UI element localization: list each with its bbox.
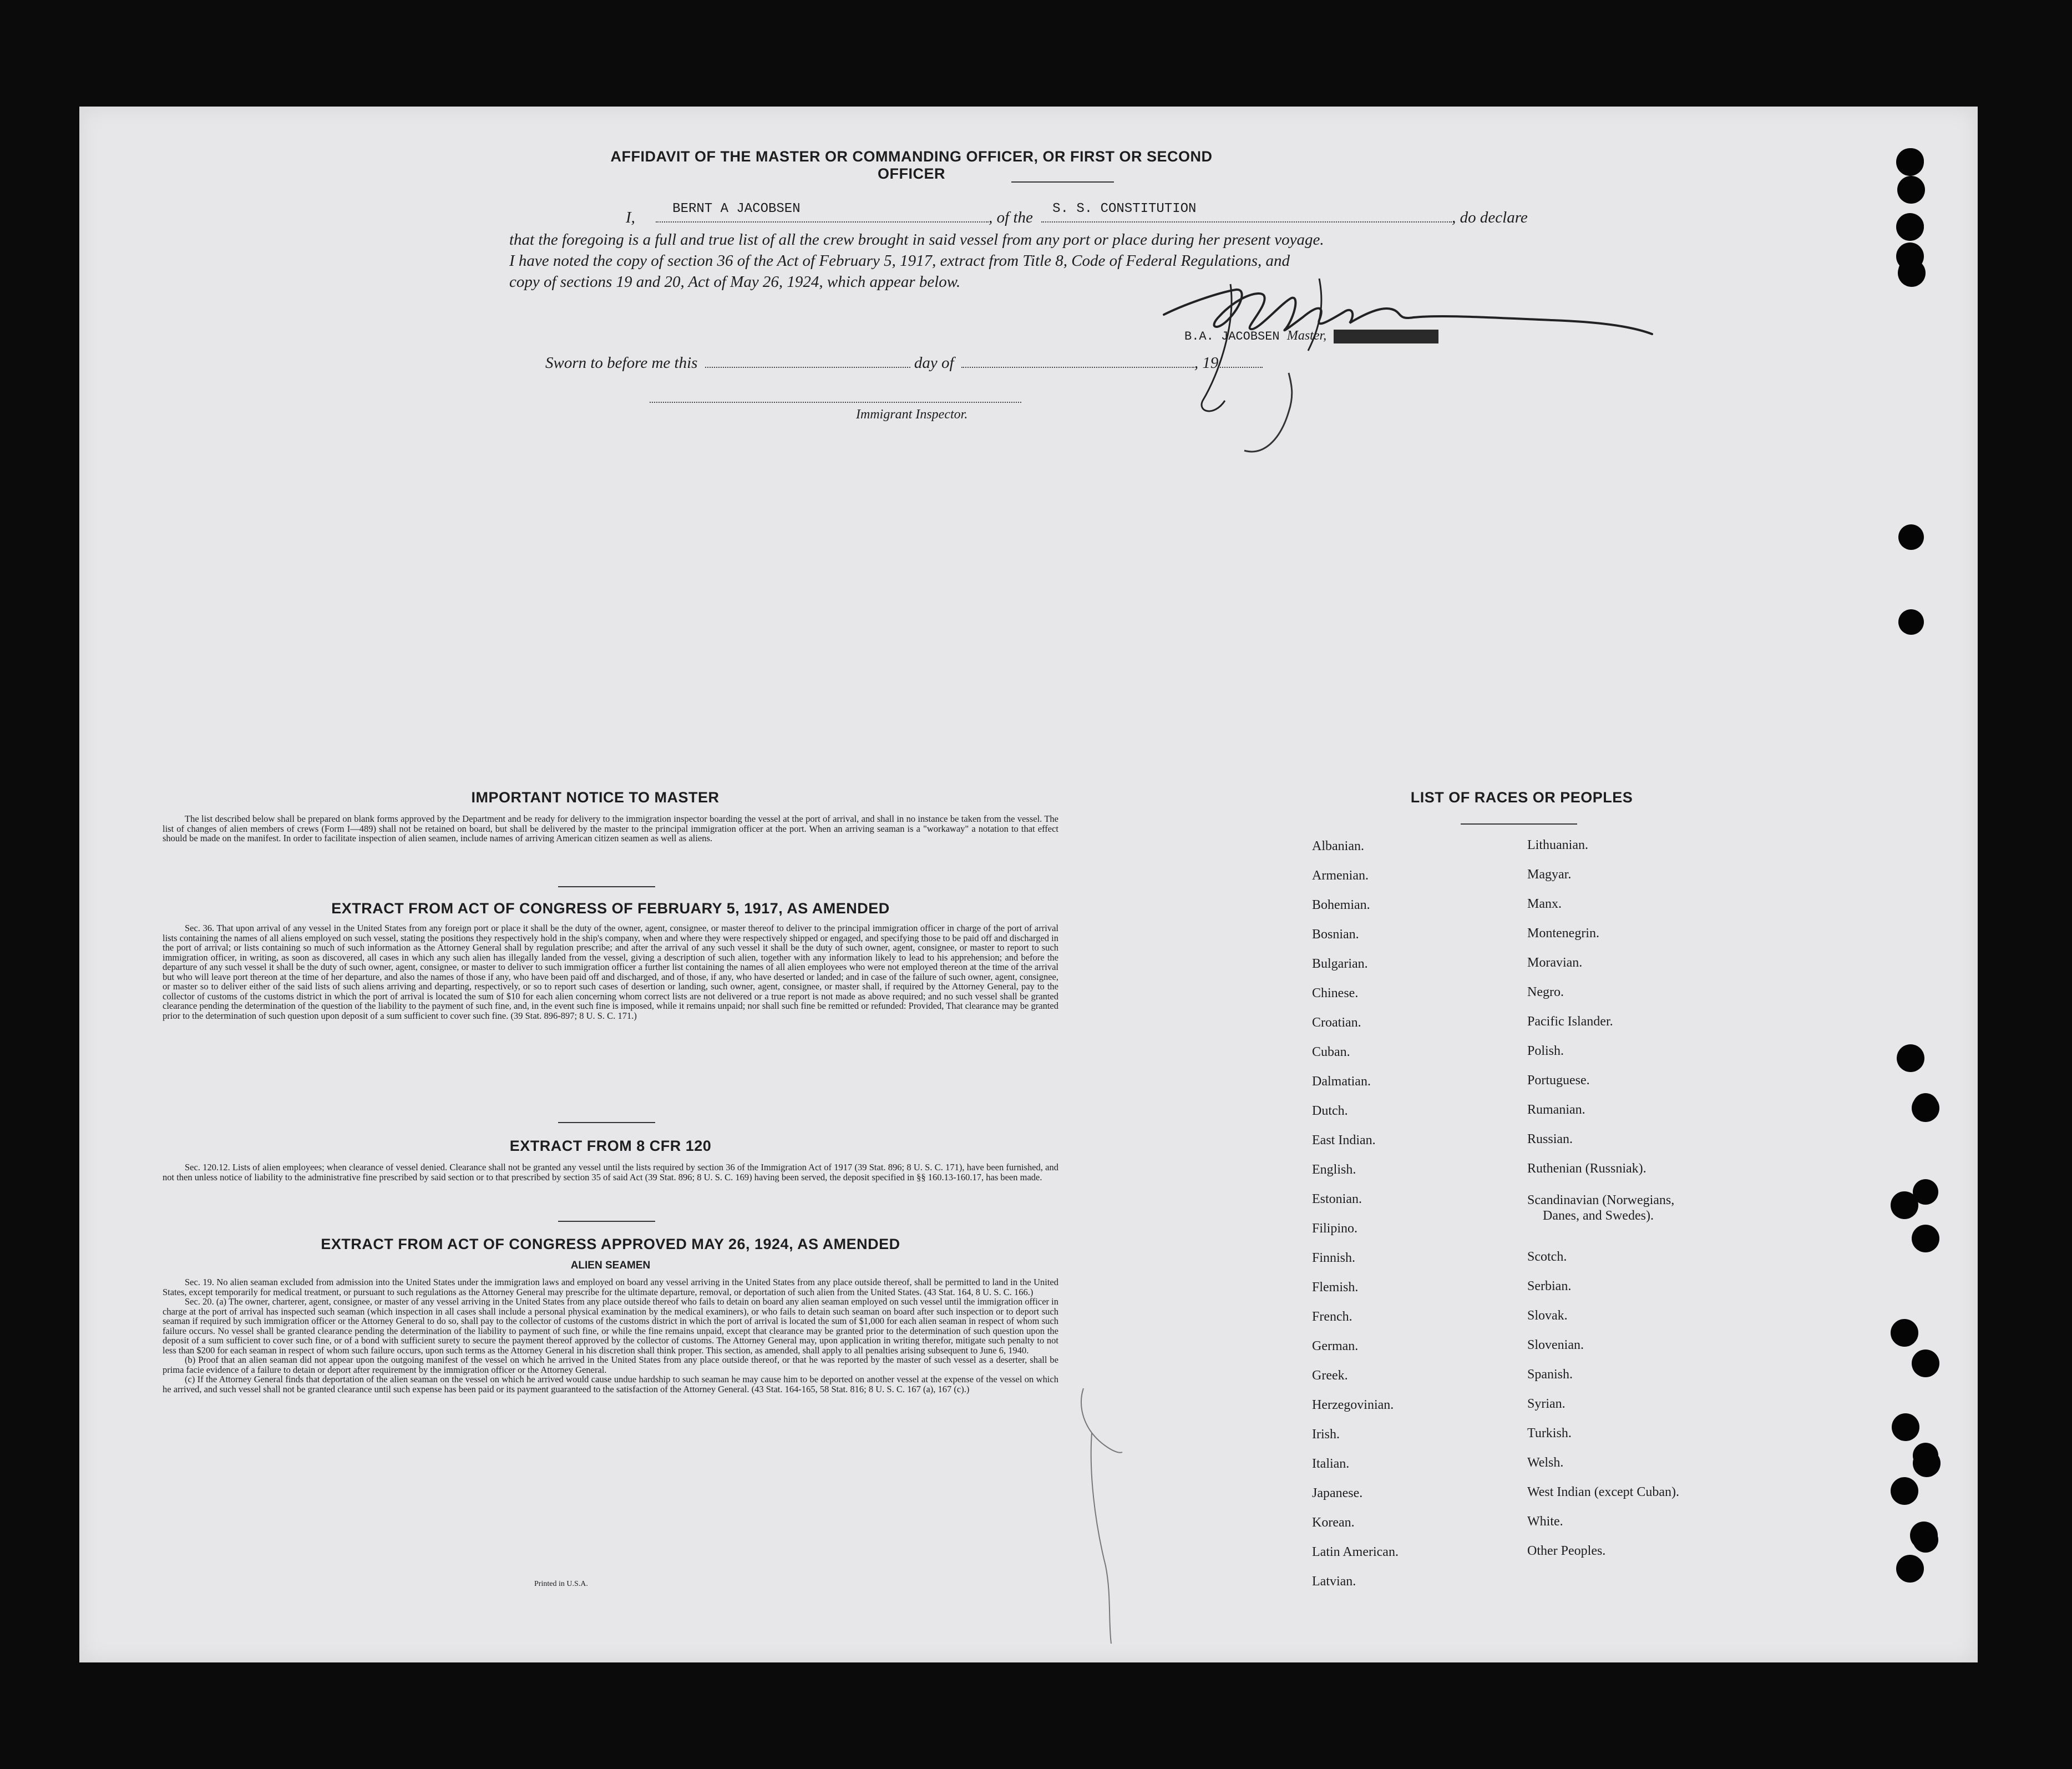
notice-heading: IMPORTANT NOTICE TO MASTER xyxy=(471,789,720,806)
document-page xyxy=(79,107,1978,1662)
struck-officer-title: XXXXXXXXXXXXXX xyxy=(1335,330,1438,343)
notice-body xyxy=(163,814,1058,843)
race-item: East Indian. xyxy=(1312,1133,1376,1148)
binder-hole xyxy=(1913,1443,1938,1468)
i-label: I, xyxy=(626,209,635,226)
extract-1917-heading: EXTRACT FROM ACT OF CONGRESS OF FEBRUARY 5, 1917, AS AMENDED xyxy=(331,900,890,917)
race-item: Korean. xyxy=(1312,1515,1355,1530)
race-item: Pacific Islander. xyxy=(1527,1014,1613,1029)
inspector-signature-line xyxy=(650,402,1021,403)
race-item: Albanian. xyxy=(1312,839,1364,853)
races-left-column xyxy=(1312,839,1534,1589)
race-item: Syrian. xyxy=(1527,1397,1566,1411)
of-the-label: , of the xyxy=(989,209,1033,226)
binder-hole xyxy=(1896,1555,1924,1583)
binder-hole xyxy=(1892,1413,1919,1441)
extract-1924-heading: EXTRACT FROM ACT OF CONGRESS APPROVED MAY 26, 1924, AS AMENDED xyxy=(321,1236,900,1252)
affidavit-line-2: that the foregoing is a full and true list of all the crew brought in said vessel from any port or place during her present voyage. xyxy=(509,231,1324,249)
race-item: Japanese. xyxy=(1312,1486,1363,1500)
extract-1917-body xyxy=(163,923,1058,1020)
race-item: Manx. xyxy=(1527,897,1562,911)
inspector-label: Immigrant Inspector. xyxy=(856,407,968,422)
name-field xyxy=(656,201,989,223)
section-20c-paragraph: (c) If the Attorney General finds that deportation of the alien seaman on the vessel on which he arrived would cause undue hardship to such seaman he may cause him to be deported on another vessel at the expense of the vessel on which he arrived, and such vessel shall not be granted clearance until such expense has been paid or its payment guaranteed to the satisfaction of the Attorney General. (43 Stat. 164-165, 58 Stat. 816; 8 U. S. C. 167 (a), 167 (c).) xyxy=(163,1374,1058,1394)
race-item: Irish. xyxy=(1312,1427,1340,1442)
race-item: Magyar. xyxy=(1527,867,1572,882)
extract-1917-divider xyxy=(558,1122,655,1123)
race-item: Bosnian. xyxy=(1312,927,1359,942)
race-item: Dutch. xyxy=(1312,1104,1348,1118)
race-item: Greek. xyxy=(1312,1368,1348,1383)
section-20a-paragraph: Sec. 20. (a) The owner, charterer, agent, consignee, or master of any vessel arriving in the United States from any place outside thereof who fails to detain on board any alien seaman employed on such vessel until the immigration officer in charge at the port of arrival has inspected such seaman (which inspection in all cases shall include a personal physical examination by the medical examiners), or who fails to detain such seaman on board after such inspection or to deport such seaman if required by such immigration officer or the Attorney General to do so, shall pay to the collector of customs of the customs district in which the port of arrival is located the sum of $1,000 for each alien seaman in respect of whom such failure occurs. No vessel shall be granted clearance pending the determination of the liability to payment of such fine, or while the fine remains unpaid, except that clearance may be granted prior to the determination of such question upon the deposit of a sum sufficient to cover such fine, or of a bond with sufficient surety to secure the payment thereof approved by the collector of customs. The Attorney General may, upon application in writing therefor, mitigate such penalty to not less than $200 for each seaman in respect of whom such failure occurs, upon such terms as the Attorney General in his discretion shall think proper. This section, as amended, shall apply to all penalties arising subsequent to June 6, 1940. xyxy=(163,1296,1058,1356)
extract-1924-body xyxy=(163,1277,1058,1394)
sworn-day-field xyxy=(705,353,910,368)
race-item: Bulgarian. xyxy=(1312,957,1368,971)
race-item: Moravian. xyxy=(1527,956,1583,970)
race-item: German. xyxy=(1312,1339,1359,1353)
race-item: Filipino. xyxy=(1312,1221,1358,1236)
binder-hole xyxy=(1898,258,1924,284)
section-19-paragraph: Sec. 19. No alien seaman excluded from admission into the United States under the immigration laws and employed on board any vessel arriving in the United States from any place outside thereof, shall be permitted to land in the United States, except temporarily for medical treatment, or pursuant to such regulations as the Attorney General may prescribe for the ultimate departure, removal, or deportation of such alien from the United States. (43 Stat. 164, 8 U. S. C. 166.) xyxy=(163,1277,1058,1297)
race-item: Croatian. xyxy=(1312,1015,1361,1030)
affidavit-title: AFFIDAVIT OF THE MASTER OR COMMANDING OFFICER, OR FIRST OR SECOND OFFICER xyxy=(610,148,1213,182)
race-item: Latvian. xyxy=(1312,1574,1356,1589)
extract-8cfr-body xyxy=(163,1163,1058,1182)
binder-hole xyxy=(1898,148,1924,174)
master-signature xyxy=(1153,273,1685,512)
race-item: Slovenian. xyxy=(1527,1338,1584,1352)
sworn-label: Sworn to before me this xyxy=(545,354,698,372)
affidavit-line-1 xyxy=(509,201,1541,229)
binder-hole xyxy=(1891,1477,1918,1505)
binder-hole xyxy=(1898,524,1924,550)
race-item: Armenian. xyxy=(1312,868,1369,883)
section-120-12-paragraph: Sec. 120.12. Lists of alien employees; when clearance of vessel denied. Clearance shall not be granted any vessel until the lists required by section 36 of the Immigration Act of 1917 (39 Stat. 896; 8 U. S. C. 171), have been furnished, and not then unless notice of liability to the administrative fine prescribed by said section or to that prescribed by section 35 of said Act (39 Stat. 896; 8 U. S. C. 169) having been served, the deposit specified in §§ 160.13-160.17, has been made. xyxy=(163,1162,1058,1182)
sworn-year-field xyxy=(1218,353,1263,368)
race-item: Italian. xyxy=(1312,1457,1350,1471)
race-item: Portuguese. xyxy=(1527,1073,1590,1088)
race-item: English. xyxy=(1312,1163,1356,1177)
race-item: Turkish. xyxy=(1527,1426,1572,1441)
races-divider xyxy=(1461,823,1577,825)
binder-hole xyxy=(1898,609,1924,635)
races-right-column xyxy=(1527,838,1760,1559)
race-item: White. xyxy=(1527,1514,1563,1529)
vessel-field xyxy=(1041,201,1452,223)
binder-hole xyxy=(1898,214,1924,239)
race-item: Herzegovinian. xyxy=(1312,1398,1394,1412)
race-item: Serbian. xyxy=(1527,1279,1572,1293)
affidavit-line-4: copy of sections 19 and 20, Act of May 26, 1924, which appear below. xyxy=(509,273,961,291)
binder-hole xyxy=(1912,1225,1939,1252)
affidavit-line-3: I have noted the copy of section 36 of the Act of February 5, 1917, extract from Title 8, Code of Federal Regulations, and xyxy=(509,252,1290,270)
race-item: Cuban. xyxy=(1312,1045,1350,1059)
race-item: West Indian (except Cuban). xyxy=(1527,1485,1679,1499)
race-item: Bohemian. xyxy=(1312,898,1370,912)
race-item: Dalmatian. xyxy=(1312,1074,1371,1089)
binder-hole xyxy=(1912,1350,1939,1377)
race-item: French. xyxy=(1312,1310,1352,1324)
race-item: Lithuanian. xyxy=(1527,838,1588,852)
race-item: Spanish. xyxy=(1527,1367,1573,1382)
race-item: Ruthenian (Russniak). xyxy=(1527,1161,1647,1176)
notice-paragraph: The list described below shall be prepared on blank forms approved by the Department and be ready for delivery to the immigration inspector boarding the vessel at the port of arrival, and shall in no instance be taken from the vessel. The list of changes of alien members of crews (Form I—489) shall not be retained on board, but shall be delivered by the master to the principal immigration officer at the port. When an arriving seaman is a "workaway" a notation to that effect should be made on the manifest. In order to facilitate inspection of alien seamen, include names of arriving American citizen seamen as well as aliens. xyxy=(163,813,1058,843)
race-item: Scotch. xyxy=(1527,1250,1567,1264)
notice-divider xyxy=(558,886,655,887)
race-item: Other Peoples. xyxy=(1527,1544,1606,1558)
section-20b-paragraph: (b) Proof that an alien seaman did not appear upon the outgoing manifest of the vessel on which he arrived in the United States from any place outside thereof, or that he was reported by the master of such vessel as a deserter, shall be prima facie evidence of a failure to detain or deport after requirement by the immigration officer or the Attorney General. xyxy=(163,1354,1058,1375)
printed-in-usa: Printed in U.S.A. xyxy=(534,1580,588,1588)
race-item: Finnish. xyxy=(1312,1251,1356,1265)
race-item: Slovak. xyxy=(1527,1308,1568,1323)
signature-block xyxy=(1184,328,1438,343)
binder-hole xyxy=(1898,176,1924,202)
extract-8cfr-divider xyxy=(558,1221,655,1222)
day-of-label: day of xyxy=(914,354,954,372)
do-declare-label: , do declare xyxy=(1452,209,1528,226)
extract-8cfr-heading: EXTRACT FROM 8 CFR 120 xyxy=(509,1138,712,1154)
sworn-line xyxy=(545,352,1577,374)
race-item: Latin American. xyxy=(1312,1545,1399,1559)
race-item: Scandinavian (Norwegians, xyxy=(1527,1193,1675,1207)
vessel-filled: S. S. CONSTITUTION xyxy=(1052,201,1197,216)
signature-typed: B.A. JACOBSEN xyxy=(1184,330,1280,343)
name-filled: BERNT A JACOBSEN xyxy=(672,201,801,216)
race-item: Rumanian. xyxy=(1527,1103,1585,1117)
binder-hole xyxy=(1891,1319,1918,1347)
title-divider xyxy=(1011,181,1114,183)
race-item: Danes, and Swedes). xyxy=(1543,1209,1654,1223)
binder-hole xyxy=(1913,1527,1938,1553)
pencil-mark xyxy=(1045,1383,1167,1649)
races-heading: LIST OF RACES OR PEOPLES xyxy=(1410,789,1633,806)
race-item: Polish. xyxy=(1527,1044,1564,1058)
race-item: Chinese. xyxy=(1312,986,1359,1000)
section-36-paragraph: Sec. 36. That upon arrival of any vessel in the United States from any foreign port or place it shall be the duty of the owner, agent, consignee, or master thereof to deliver to the principal immigration officer in charge of the port of arrival lists containing the names of all aliens employed on such vessel, stating the positions they respectively hold in the ship's company, when and where they were respectively shipped or engaged, and specifying those to be paid off and discharged in the port of arrival; or lists containing so much of such information as the Attorney General shall by regulation prescribe; and after the arrival of any such vessel it shall be the duty of such owner, agent, consignee, or master to report to such immigration officer, in writing, as soon as discovered, all cases in which any such alien has illegally landed from the vessel, giving a description of such alien, together with any information likely to lead to his apprehension; and before the departure of any such vessel it shall be the duty of such owner, agent, consignee, or master to deliver to such immigration officer a further list containing the names of all alien employees who were not employed thereon at the time of the arrival but who will leave port thereon at the time of her departure, and also the names of those if any, who have been paid off and discharged, and of those, if any, who have deserted or landed; and in case of the failure of such owner, agent, consignee, or master so to deliver either of the said lists of such aliens arriving and departing, respectively, or so to report such cases of desertion or landing, such owner, agent, consignee, or master shall, if required by the Attorney General, pay to the collector of customs of the customs district in which the port of arrival is located the sum of $10 for each alien concerning whom correct lists are not delivered or a true report is not made as above required; and no such vessel shall be granted clearance pending the determination of the question of the liability to the payment of such fine, and, in the event such fine is imposed, while it remains unpaid; nor shall such fine be remitted or refunded: Provided, That clearance may be granted prior to the determination of such question upon deposit of a sum sufficient to cover such fine. (39 Stat. 896-897; 8 U. S. C. 171.) xyxy=(163,923,1058,1021)
race-item: Negro. xyxy=(1527,985,1564,999)
binder-hole xyxy=(1913,1093,1938,1119)
race-item: Montenegrin. xyxy=(1527,926,1599,941)
year-label: , 19 xyxy=(1194,354,1219,372)
race-item: Flemish. xyxy=(1312,1280,1359,1295)
binder-hole xyxy=(1913,1179,1938,1205)
sworn-month-field xyxy=(961,353,1194,368)
alien-seamen-subheading: ALIEN SEAMEN xyxy=(570,1260,651,1271)
race-item: Russian. xyxy=(1527,1132,1573,1146)
binder-hole xyxy=(1897,1044,1924,1072)
race-item: Welsh. xyxy=(1527,1455,1564,1470)
race-item: Estonian. xyxy=(1312,1192,1362,1206)
master-label: Master, xyxy=(1286,328,1327,343)
